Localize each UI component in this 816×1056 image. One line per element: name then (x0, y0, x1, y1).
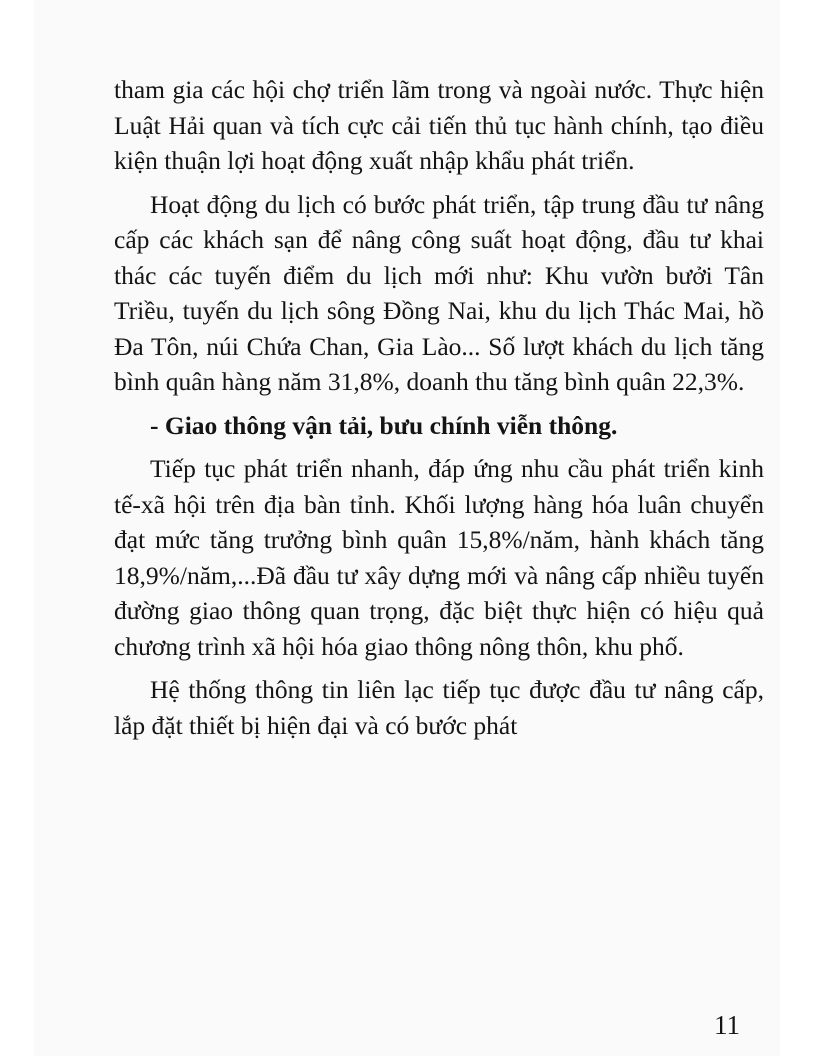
paragraph-trade-continuation: tham gia các hội chợ triển lãm trong và ngoài nước. Thực hiện Luật Hải quan và tích cực cải tiến thủ tục hành chính, tạo điều kiện thuận lợi hoạt động xuất nhập khẩu phát triển. (114, 75, 764, 175)
paragraph-tourism: Hoạt động du lịch có bước phát triển, tập trung đầu tư nâng cấp các khách sạn để nâng công suất hoạt động, đầu tư khai thác các tuyến điểm du lịch mới như: Khu vườn bưởi Tân Triều, tuyến du lịch sông Đồng Nai, khu du lịch Thác Mai, hồ Đa Tôn, núi Chứa Chan, Gia Lào... Số lượt khách du lịch tăng bình quân hàng năm 31,8%, doanh thu tăng bình quân 22,3%. (114, 189, 764, 396)
page-number: 11 (714, 1010, 740, 1040)
paragraph-communications: Hệ thống thông tin liên lạc tiếp tục được đầu tư nâng cấp, lắp đặt thiết bị hiện đại và có bước phát (114, 675, 764, 740)
page-body-text (114, 72, 764, 743)
paragraph-transport: Tiếp tục phát triển nhanh, đáp ứng nhu cầu phát triển kinh tế-xã hội trên địa bàn tỉnh. Khối lượng hàng hóa luân chuyển đạt mức tăng trưởng bình quân 15,8%/năm, hành khách tăng 18,9%/năm,...Đã đầu tư xây dựng mới và nâng cấp nhiều tuyến đường giao thông quan trọng, đặc biệt thực hiện có hiệu quả chương trình xã hội hóa giao thông nông thôn, khu phố. (114, 454, 764, 661)
book-page (34, 0, 780, 1056)
section-heading-transport: - Giao thông vận tải, bưu chính viễn thông. (150, 410, 618, 440)
